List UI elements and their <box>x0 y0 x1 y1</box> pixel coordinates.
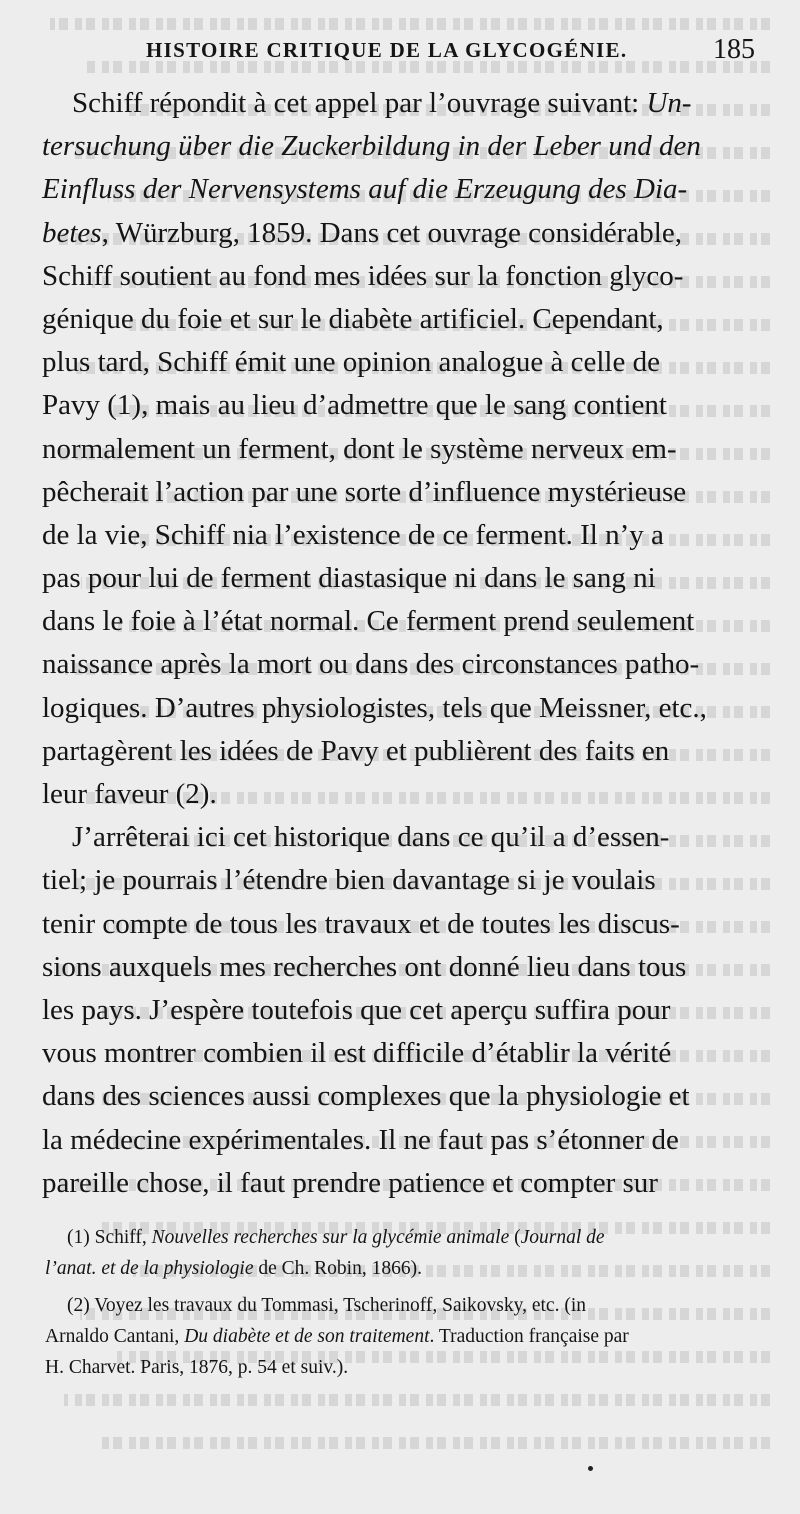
text-line: J’arrêterai ici cet historique dans ce qu’il a d’essen- <box>72 821 670 854</box>
text-line: plus tard, Schiff émit une opinion analogue à celle de <box>42 346 660 379</box>
text-line: les pays. J’espère toutefois que cet aperçu suffira pour <box>42 993 671 1026</box>
text-line: pêcherait l’action par une sorte d’influence mystérieuse <box>42 475 687 508</box>
bleed-line <box>50 18 770 30</box>
text-line: dans le foie à l’état normal. Ce ferment prend seulement <box>42 605 695 638</box>
page-header <box>42 34 755 72</box>
running-title: HISTOIRE CRITIQUE DE LA GLYCOGÉNIE. <box>146 38 628 62</box>
text-line: naissance après la mort ou dans des circonstances patho- <box>42 648 700 681</box>
footnote-line: l’anat. et de la physiologie de Ch. Robin, 1866). <box>45 1258 422 1279</box>
ink-speck <box>588 1466 593 1471</box>
text-line: vous montrer combien il est difficile d’établir la vérité <box>42 1037 672 1070</box>
text-line: Einfluss der Nervensystems auf die Erzeugung des Dia- <box>42 173 688 206</box>
footnote-line: H. Charvet. Paris, 1876, p. 54 et suiv.). <box>45 1357 349 1378</box>
text-line: de la vie, Schiff nia l’existence de ce ferment. Il n’y a <box>42 518 664 551</box>
text-line: partagèrent les idées de Pavy et publièrent des faits en <box>42 734 670 767</box>
footnotes <box>45 1222 760 1383</box>
bleed-line <box>64 1394 770 1406</box>
text-line: pareille chose, il faut prendre patience et compter sur <box>42 1166 658 1199</box>
text-line: la médecine expérimentales. Il ne faut pas s’étonner de <box>42 1123 679 1156</box>
footnote-line: Arnaldo Cantani, Du diabète et de son traitement. Traduction française par <box>45 1326 629 1347</box>
text-line: leur faveur (2). <box>42 778 217 810</box>
text-line: logiques. D’autres physiologistes, tels que Meissner, etc., <box>42 691 707 724</box>
text-line: normalement un ferment, dont le système nerveux em- <box>42 432 677 465</box>
footnote-line: (2) Voyez les travaux du Tommasi, Tscherinoff, Saikovsky, etc. (in <box>67 1295 586 1316</box>
text-line: Schiff répondit à cet appel par l’ouvrage suivant: Un- <box>72 87 692 119</box>
text-line: tenir compte de tous les travaux et de toutes les discus- <box>42 907 680 940</box>
text-line: Pavy (1), mais au lieu d’admettre que le sang contient <box>42 389 667 422</box>
text-line: génique du foie et sur le diabète artificiel. Cependant, <box>42 302 664 335</box>
body-text <box>42 82 757 1205</box>
text-line: tiel; je pourrais l’étendre bien davantage si je voulais <box>42 864 656 897</box>
page-number: 185 <box>713 34 755 65</box>
text-line: dans des sciences aussi complexes que la physiologie et <box>42 1080 690 1113</box>
bleed-line <box>101 1437 770 1449</box>
text-line: tersuchung über die Zuckerbildung in der Leber und den <box>42 130 701 163</box>
text-line: Schiff soutient au fond mes idées sur la fonction glyco- <box>42 259 684 292</box>
text-line: sions auxquels mes recherches ont donné lieu dans tous <box>42 950 687 983</box>
text-line: betes, Würzburg, 1859. Dans cet ouvrage considérable, <box>42 216 682 249</box>
footnote-line: (1) Schiff, Nouvelles recherches sur la glycémie animale (Journal de <box>67 1227 605 1248</box>
text-line: pas pour lui de ferment diastasique ni dans le sang ni <box>42 562 656 595</box>
